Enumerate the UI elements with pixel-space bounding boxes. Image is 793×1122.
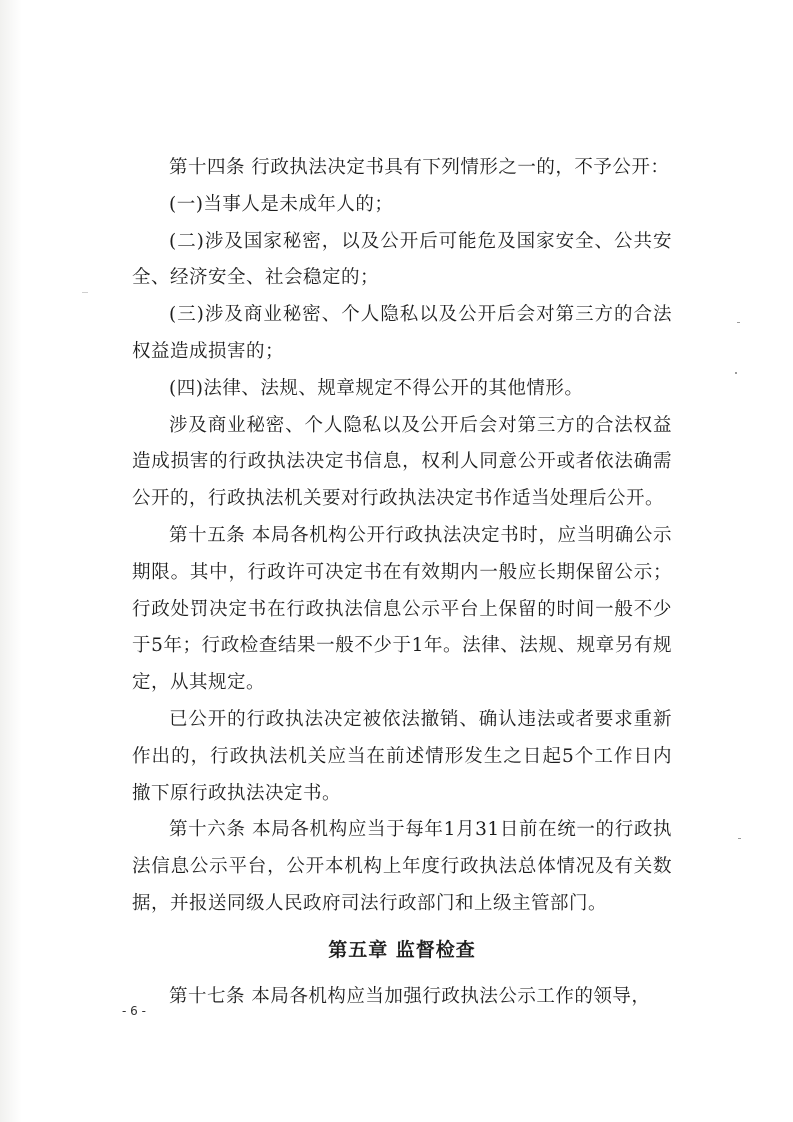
chapter-heading: 第五章 监督检查 [328,938,476,961]
article-14-supplement: 涉及商业秘密、个人隐私以及公开后会对第三方的合法权益造成损害的行政执法决定书信息，权利人同意公开或者依法确需公开的，行政执法机关要对行政执法决定书作适当处理后公开。 [132,414,672,510]
article-14-item-3: (三)涉及商业秘密、个人隐私以及公开后会对第三方的合法权益造成损害的； [132,304,672,362]
document-body [132,150,672,1016]
article-14-item-1: (一)当事人是未成年人的； [169,193,394,215]
article-14: 第十四条 行政执法决定书具有下列情形之一的，不予公开： [169,157,670,178]
scan-edge-shadow [0,0,22,1122]
article-15-supplement: 已公开的行政执法决定被依法撤销、确认违法或者要求重新作出的，行政执法机关应当在前述情形发生之日起5个工作日内撤下原行政执法决定书。 [132,708,672,804]
page-number: - 6 - [122,1004,146,1018]
scan-speck [735,372,737,374]
scan-speck [82,292,88,293]
scan-speck [737,322,740,323]
article-14-item-4: (四)法律、法规、规章规定不得公开的其他情形。 [169,377,584,399]
article-16: 第十六条 本局各机构应当于每年1月31日前在统一的行政执法信息公示平台，公开本机构上年度行政执法总体情况及有关数据，并报送同级人民政府司法行政部门和上级主管部门。 [132,819,672,914]
article-17: 第十七条 本局各机构应当加强行政执法公示工作的领导， [169,985,651,1007]
article-14-item-2: (二)涉及国家秘密，以及公开后可能危及国家安全、公共安全、经济安全、社会稳定的； [132,230,672,289]
article-15: 第十五条 本局各机构公开行政执法决定书时，应当明确公示期限。其中，行政许可决定书在有效期内一般应长期保留公示；行政处罚决定书在行政执法信息公示平台上保留的时间一般不少于5年；行政检查结果一般不少于1年。法律、法规、规章另有规定，从其规定。 [132,524,672,694]
scan-speck [738,838,741,839]
